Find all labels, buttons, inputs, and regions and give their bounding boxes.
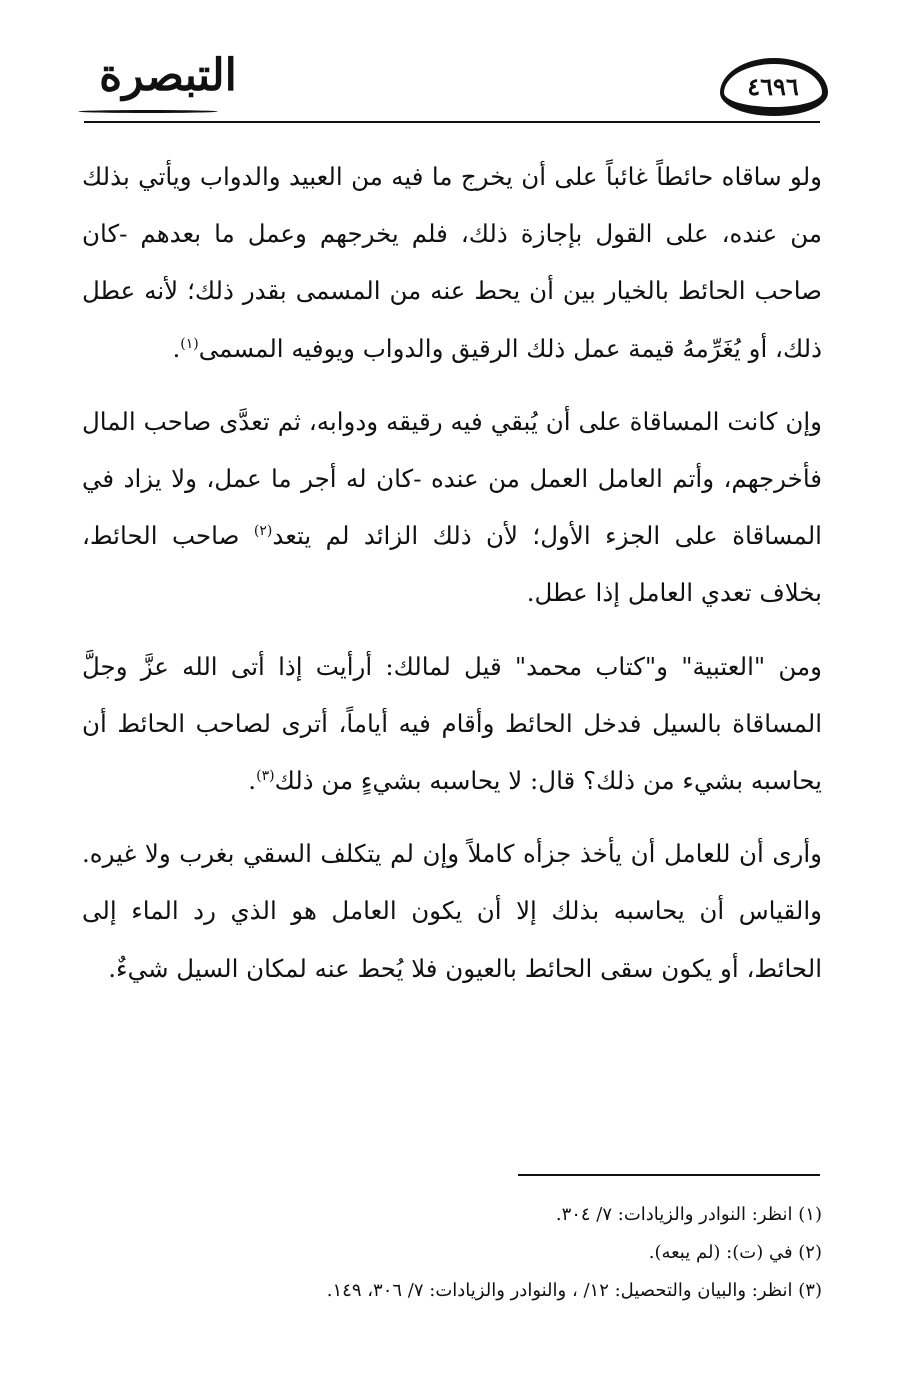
book-title: التبصرة — [99, 50, 237, 101]
paragraph-text-end: . — [248, 766, 257, 796]
footnote-ref[interactable]: (٣) — [256, 767, 275, 784]
header-rule — [84, 121, 820, 123]
paragraph-text: وأرى أن للعامل أن يأخذ جزأه كاملاً وإن لم يتكلف السقي بغرب ولا غيره. والقياس أن يحاسبه بذلك إلا أن يكون العامل هو الذي رد الماء إلى الحائط، أو يكون سقى الحائط بالعيون فلا يُحط عنه لمكان السيل شيءٌ. — [82, 839, 822, 983]
footnotes — [100, 1196, 822, 1310]
footnote: (٢) في (ت): (لم يبعه). — [648, 1242, 822, 1263]
footnote-ref[interactable]: (٢) — [253, 523, 273, 540]
paragraph-text-end: . — [172, 333, 181, 363]
paragraph — [82, 393, 822, 622]
paragraph — [82, 825, 822, 997]
page-number: ٤٦٩٦ — [747, 72, 799, 101]
main-text — [82, 148, 822, 1013]
paragraph — [82, 638, 822, 810]
title-underline — [78, 110, 218, 113]
footnote-ref[interactable]: (١) — [180, 335, 199, 352]
paragraph-text: ومن "العتبية" و"كتاب محمد" قيل لمالك: أرأيت إذا أتى الله عزَّ وجلَّ المساقاة بالسيل فدخل الحائط وأقام فيه أياماً، أترى لصاحب الحائط أن يحاسبه بشيء من ذلك؟ قال: لا يحاسبه بشيءٍ من ذلك — [82, 651, 822, 796]
footnote: (١) انظر: النوادر والزيادات: ٧/ ٣٠٤. — [555, 1204, 822, 1225]
page-number-badge — [720, 58, 828, 116]
footnote-separator — [518, 1174, 820, 1176]
paragraph-text: وإن كانت المساقاة على أن يُبقي فيه رقيقه ودوابه، ثم تعدَّى صاحب المال فأخرجهم، وأتم العامل العمل من عنده -كان له أجر ما عمل، ولا يزاد في المساقاة على الجزء الأول؛ لأن ذلك الزائد لم يتعد — [82, 406, 822, 551]
paragraph-text-end: صاحب الحائط، بخلاف تعدي العامل إذا عطل. — [82, 521, 822, 608]
footnote: (٣) انظر: والبيان والتحصيل: ١٢/ ، والنوادر والزيادات: ٧/ ٣٠٦، ١٤٩. — [326, 1280, 822, 1301]
paragraph-text: ولو ساقاه حائطاً غائباً على أن يخرج ما فيه من العبيد والدواب ويأتي بذلك من عنده، على القول بإجازة ذلك، فلم يخرجهم وعمل ما بعدهم -كان صاحب الحائط بالخيار بين أن يحط عنه من المسمى بقدر ذلك؛ لأنه عطل ذلك، أو يُغَرِّمهُ قيمة عمل ذلك الرقيق والدواب ويوفيه المسمى — [82, 162, 822, 363]
paragraph — [82, 148, 822, 377]
page-header — [0, 0, 920, 135]
